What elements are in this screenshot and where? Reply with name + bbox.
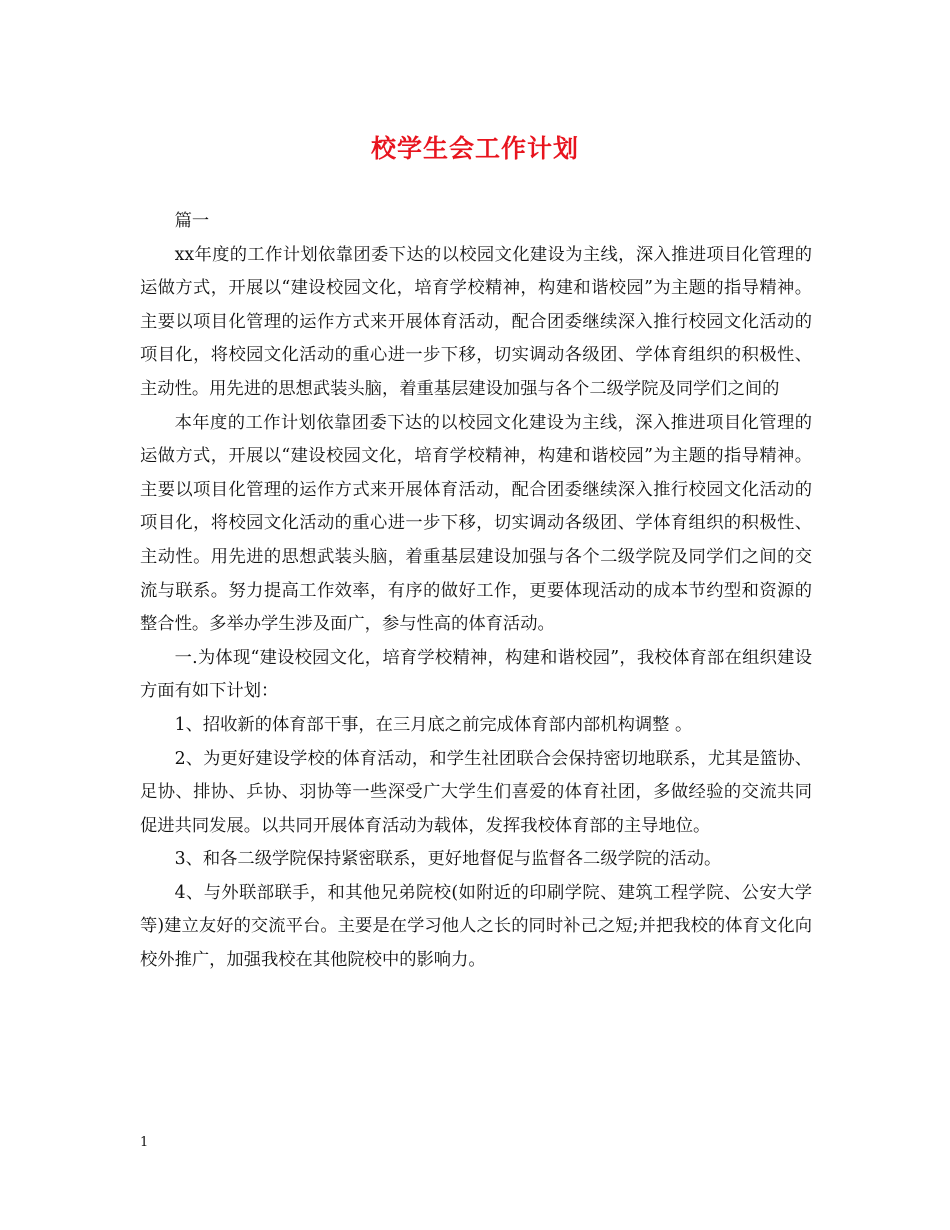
document-title: 校学生会工作计划 <box>370 134 579 163</box>
list-item: 4、与外联部联手，和其他兄弟院校(如附近的印刷学院、建筑工程学院、公安大学等)建立友好的交流平台。主要是在学习他人之长的同时补己之短;并把我校的体育文化向校外推广，加强我校在其他院校中的影响力。 <box>140 882 812 971</box>
document-body <box>140 205 812 978</box>
body-paragraph: 本年度的工作计划依靠团委下达的以校园文化建设为主线，深入推进项目化管理的运做方式，开展以“建设校园文化，培育学校精神，构建和谐校园”为主题的指导精神。主要以项目化管理的运作方式来开展体育活动，配合团委继续深入推行校园文化活动的项目化，将校园文化活动的重心进一步下移，切实调动各级团、学体育组织的积极性、主动性。用先进的思想武装头脑，着重基层建设加强与各个二级学院及同学们之间的交流与联系。努力提高工作效率，有序的做好工作，更要体现活动的成本节约型和资源的整合性。多举办学生涉及面广，参与性高的体育活动。 <box>140 412 812 635</box>
body-paragraph: 一.为体现“建设校园文化，培育学校精神，构建和谐校园”，我校体育部在组织建设方面有如下计划： <box>140 647 812 702</box>
section-heading: 篇一 <box>174 211 210 231</box>
list-item: 1、招收新的体育部干事，在三月底之前完成体育部内部机构调整 。 <box>174 714 693 735</box>
list-item: 3、和各二级学院保持紧密联系，更好地督促与监督各二级学院的活动。 <box>174 849 722 870</box>
page-number: 1 <box>140 1135 149 1150</box>
body-paragraph: xx年度的工作计划依靠团委下达的以校园文化建设为主线，深入推进项目化管理的运做方式，开展以“建设校园文化，培育学校精神，构建和谐校园”为主题的指导精神。主要以项目化管理的运作方式来开展体育活动，配合团委继续深入推行校园文化活动的项目化，将校园文化活动的重心进一步下移，切实调动各级团、学体育组织的积极性、主动性。用先进的思想武装头脑，着重基层建设加强与各个二级学院及同学们之间的 <box>140 244 812 399</box>
list-item: 2、为更好建设学校的体育活动，和学生社团联合会保持密切地联系，尤其是篮协、足协、排协、乒协、羽协等一些深受广大学生们喜爱的体育社团，多做经验的交流共同促进共同发展。以共同开展体育活动为载体，发挥我校体育部的主导地位。 <box>140 748 812 836</box>
